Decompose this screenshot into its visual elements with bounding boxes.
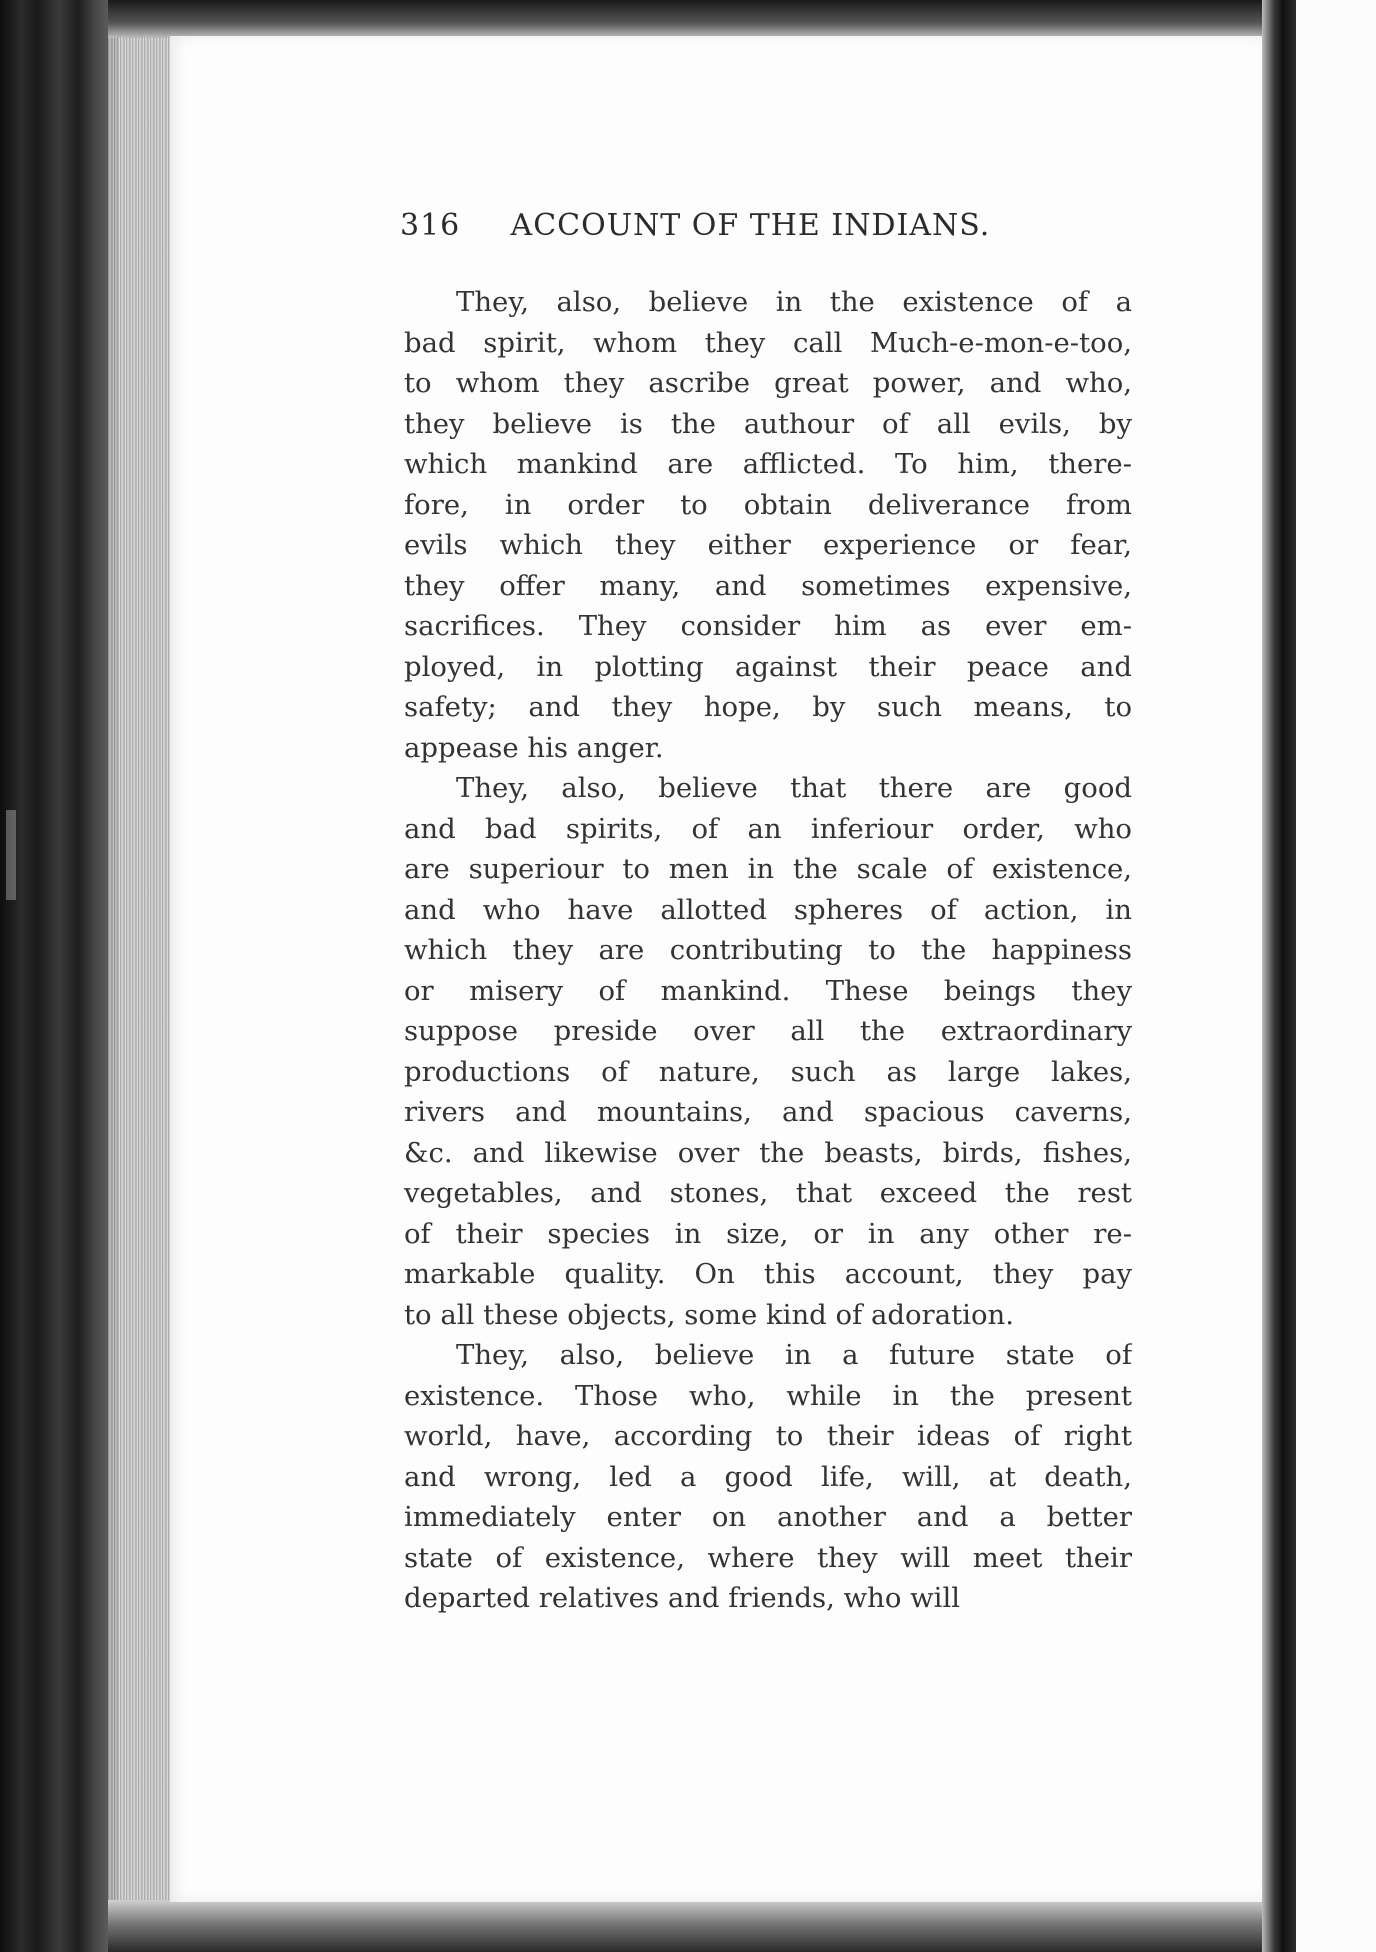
text-line: of their species in size, or in any other re- — [404, 1217, 1132, 1250]
text-line: immediately enter on another and a better — [404, 1501, 1132, 1533]
page-number: 316 — [400, 208, 461, 243]
text-line: to whom they ascribe great power, and who, — [404, 367, 1132, 399]
text-line: evils which they either experience or fear, — [404, 529, 1132, 561]
text-line: vegetables, and stones, that exceed the rest — [404, 1177, 1132, 1209]
text-line: departed relatives and friends, who will — [404, 1582, 961, 1614]
bottom-shadow — [108, 1900, 1288, 1952]
text-line: markable quality. On this account, they pay — [404, 1258, 1132, 1290]
text-line: to all these objects, some kind of adoration. — [404, 1298, 1014, 1331]
text-line: state of existence, where they will meet their — [404, 1541, 1132, 1574]
running-title: ACCOUNT OF THE INDIANS. — [510, 208, 991, 243]
text-line: they believe is the authour of all evils, by — [404, 407, 1132, 440]
text-line: fore, in order to obtain deliverance from — [404, 488, 1132, 521]
text-line: or misery of mankind. These beings they — [404, 974, 1132, 1007]
text-line: existence. Those who, while in the present — [404, 1379, 1132, 1412]
body-text — [404, 282, 1132, 1619]
facing-page-edge — [1296, 0, 1376, 1952]
text-line: and wrong, led a good life, will, at death, — [404, 1460, 1132, 1493]
paragraph — [404, 282, 1132, 768]
text-line: suppose preside over all the extraordinary — [404, 1015, 1132, 1047]
text-line: are superiour to men in the scale of existence, — [404, 853, 1132, 885]
top-shadow — [108, 0, 1288, 38]
text-line: appease his anger. — [404, 731, 664, 764]
page-edges — [108, 30, 170, 1910]
page-mark — [6, 810, 16, 900]
text-line: productions of nature, such as large lakes, — [404, 1055, 1132, 1088]
text-line: &c. and likewise over the beasts, birds, fishes, — [404, 1136, 1132, 1169]
text-line: which mankind are afflicted. To him, there- — [404, 448, 1132, 480]
text-line: and who have allotted spheres of action, in — [404, 893, 1132, 926]
text-line: which they are contributing to the happiness — [404, 934, 1132, 966]
text-line: sacrifices. They consider him as ever em- — [404, 610, 1132, 642]
text-line: and bad spirits, of an inferiour order, who — [404, 812, 1132, 845]
text-line: safety; and they hope, by such means, to — [404, 691, 1132, 723]
text-line: ployed, in plotting against their peace and — [404, 650, 1132, 683]
text-line: they offer many, and sometimes expensive, — [404, 569, 1132, 602]
book-spine — [0, 0, 118, 1952]
running-head — [400, 208, 1020, 252]
text-line: They, also, believe in a future state of — [456, 1339, 1132, 1371]
paragraph — [404, 1335, 1132, 1619]
text-line: rivers and mountains, and spacious caverns, — [404, 1096, 1132, 1128]
text-line: They, also, believe in the existence of a — [456, 286, 1132, 318]
text-line: They, also, believe that there are good — [456, 772, 1132, 804]
gutter-shadow — [1262, 0, 1296, 1952]
paragraph — [404, 768, 1132, 1335]
text-line: bad spirit, whom they call Much-e-mon-e-too, — [404, 326, 1132, 359]
text-line: world, have, according to their ideas of right — [404, 1420, 1132, 1452]
